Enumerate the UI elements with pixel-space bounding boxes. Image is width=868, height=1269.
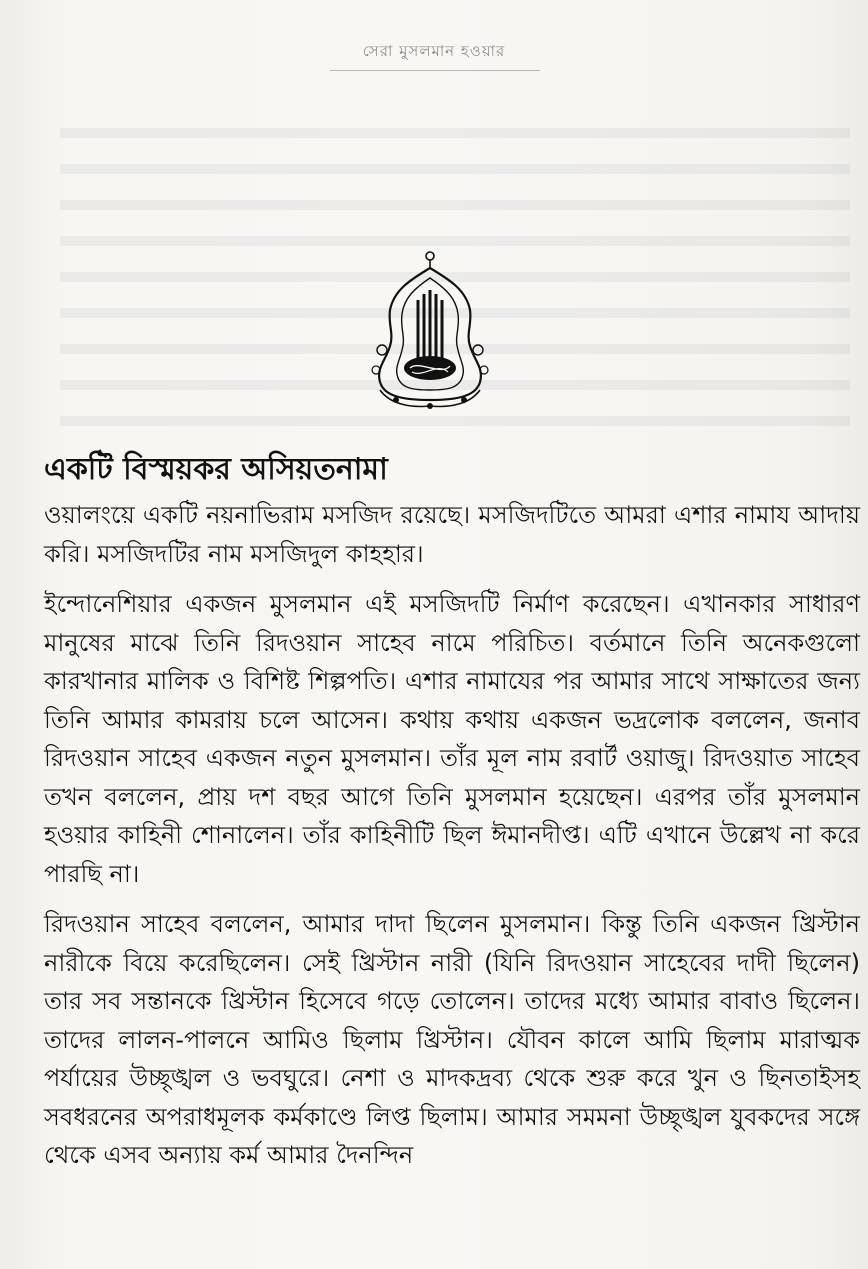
chapter-content (44, 448, 860, 1187)
header-rule (330, 70, 540, 71)
paragraph-3: রিদওয়ান সাহেব বললেন, আমার দাদা ছিলেন মুসলমান। কিন্তু তিনি একজন খ্রিস্টান নারীকে বিয়ে করেছিলেন। সেই খ্রিস্টান নারী (যিনি রিদওয়ান সাহেবের দাদী ছিলেন) তার সব সন্তানকে খ্রিস্টান হিসেবে গড়ে তোলেন। তাদের মধ্যে আমার বাবাও ছিলেন। তাদের লালন-পালনে আমিও ছিলাম খ্রিস্টান। যৌবন কালে আমি ছিলাম মারাত্মক পর্যায়ের উচ্ছৃঙ্খল ও ভবঘুরে। নেশা ও মাদকদ্রব্য থেকে শুরু করে খুন ও ছিনতাইসহ সবধরনের অপরাধমূলক কর্মকাণ্ডে লিপ্ত ছিলাম। আমার সমমনা উচ্ছৃঙ্খল যুবকদের সঙ্গে থেকে এসব অন্যায় কর্ম আমার দৈনন্দিন (44, 910, 860, 1169)
paragraph-1: ওয়ালংয়ে একটি নয়নাভিরাম মসজিদ রয়েছে। মসজিদটিতে আমরা এশার নামায আদায় করি। মসজিদটির নাম মসজিদুল কাহহার। (44, 501, 860, 568)
paragraph-2: ইন্দোনেশিয়ার একজন মুসলমান এই মসজিদটি নির্মাণ করেছেন। এখানকার সাধারণ মানুষের মাঝে তিনি রিদওয়ান সাহেব নামে পরিচিত। বর্তমানে তিনি অনেকগুলো কারখানার মালিক ও বিশিষ্ট শিল্পপতি। এশার নামাযের পর আমার সাথে সাক্ষাতের জন্য তিনি আমার কামরায় চলে আসেন। কথায় কথায় একজন ভদ্রলোক বললেন, জনাব রিদওয়ান সাহেব একজন নতুন মুসলমান। তাঁর মূল নাম রবার্ট ওয়াজু। রিদওয়াত সাহেব তখন বললেন, প্রায় দশ বছর আগে তিনি মুসলমান হয়েছেন। এরপর তাঁর মুসলমান হওয়ার কাহিনী শোনালেন। তাঁর কাহিনীটি ছিল ঈমানদীপ্ত। এটি এখানে উল্লেখ না করে পারছি না। (44, 590, 860, 888)
running-header: সেরা মুসলমান হওয়ার (362, 42, 506, 60)
mosque-arch-calligraphy-icon (360, 250, 500, 410)
chapter-heading: একটি বিস্ময়কর অসিয়তনামা (44, 452, 388, 487)
